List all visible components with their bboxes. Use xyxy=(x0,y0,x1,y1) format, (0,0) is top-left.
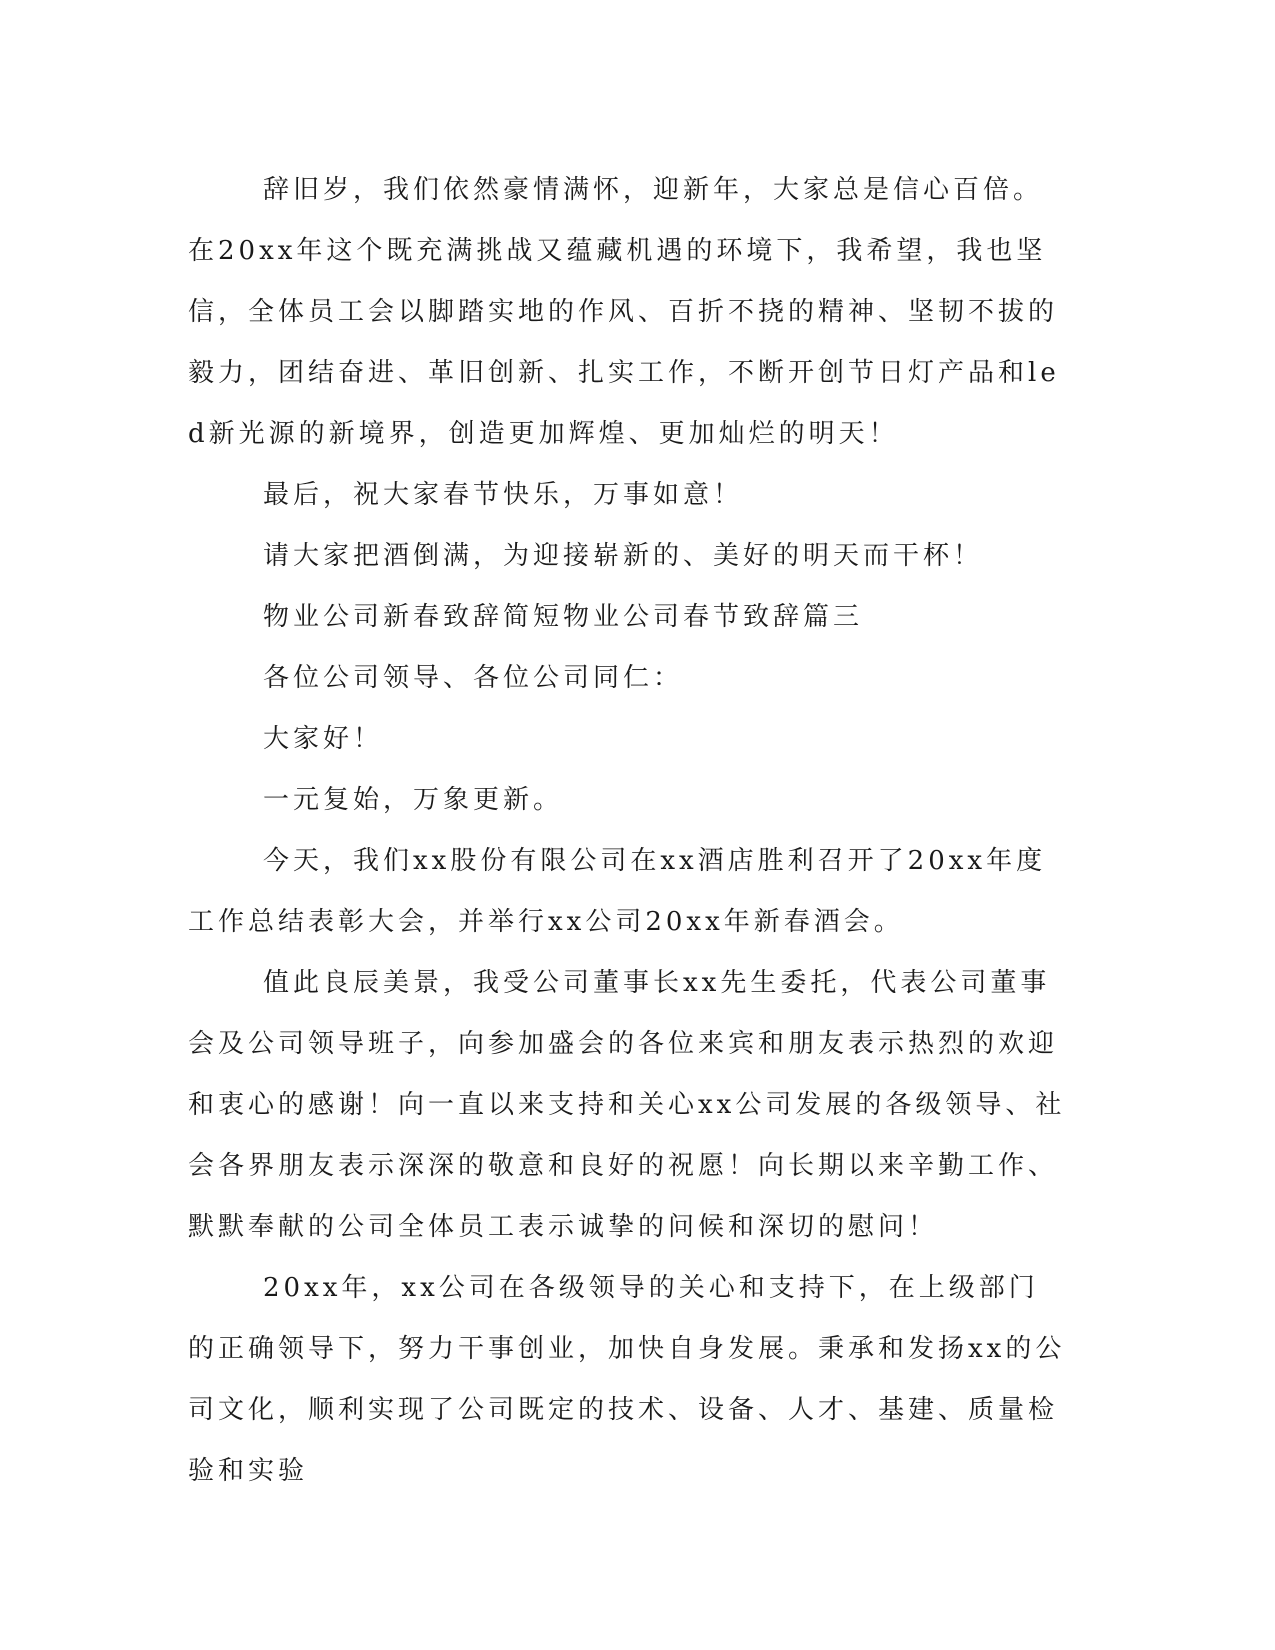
paragraph-new-year-opening: 一元复始，万象更新。 xyxy=(263,785,564,815)
body-text xyxy=(188,160,1068,1502)
paragraph-meeting-intro: 今天，我们xx股份有限公司在xx酒店胜利召开了20xx年度工作总结表彰大会，并举行xx公司20xx年新春酒会。 xyxy=(188,846,1047,937)
paragraph-festival-wishes: 最后，祝大家春节快乐，万事如意！ xyxy=(263,480,744,510)
paragraph-thanks: 值此良辰美景，我受公司董事长xx先生委托，代表公司董事会及公司领导班子，向参加盛会的各位来宾和朋友表示热烈的欢迎和衷心的感谢！向一直以来支持和关心xx公司发展的各级领导、社会各界朋友表示深深的敬意和良好的祝愿！向长期以来辛勤工作、默默奉献的公司全体员工表示诚挚的问候和深切的慰问！ xyxy=(188,968,1066,1242)
paragraph-closing-vision: 辞旧岁，我们依然豪情满怀，迎新年，大家总是信心百倍。在20xx年这个既充满挑战又蕴藏机遇的环境下，我希望，我也坚信，全体员工会以脚踏实地的作风、百折不挠的精神、坚韧不拔的毅力，团结奋进、革旧创新、扎实工作，不断开创节日灯产品和led新光源的新境界，创造更加辉煌、更加灿烂的明天！ xyxy=(188,175,1060,449)
salutation: 各位公司领导、各位公司同仁： xyxy=(263,663,684,693)
paragraph-year-review: 20xx年，xx公司在各级领导的关心和支持下，在上级部门的正确领导下，努力干事创业，加快自身发展。秉承和发扬xx的公司文化，顺利实现了公司既定的技术、设备、人才、基建、质量检验和实验 xyxy=(188,1273,1066,1486)
greeting: 大家好！ xyxy=(263,724,384,754)
section-heading: 物业公司新春致辞简短物业公司春节致辞篇三 xyxy=(263,602,864,632)
paragraph-toast: 请大家把酒倒满，为迎接崭新的、美好的明天而干杯！ xyxy=(263,541,984,571)
